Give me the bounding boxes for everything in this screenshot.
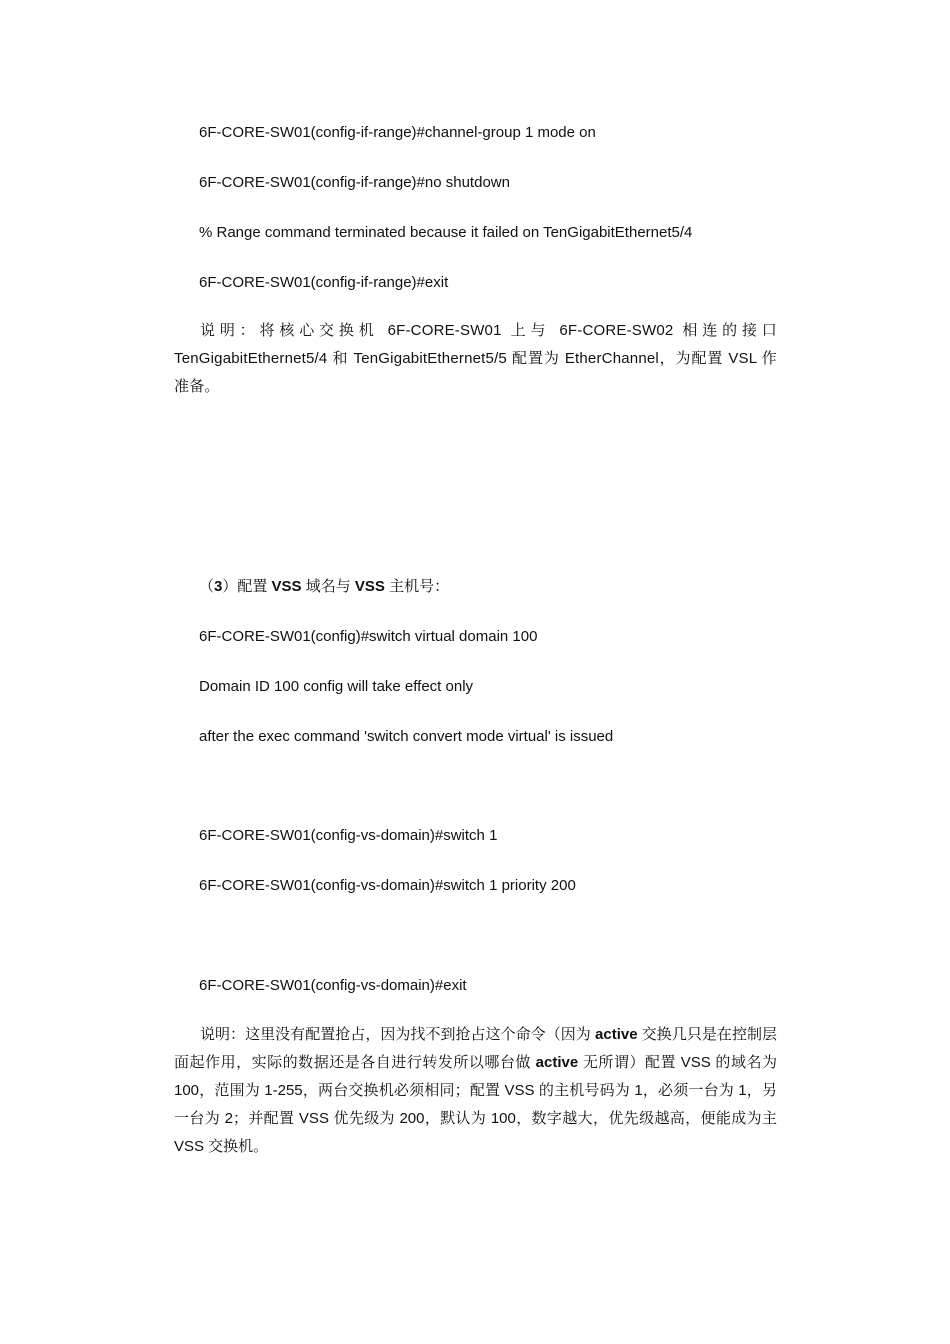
explanation-text-3: 无所谓）配置 VSS 的域名为 100，范围为 1-255，两台交换机必须相同；配置 VSS 的主机号码为 1，必须一台为 1，另一台为 2；并配置 VSS 优先级为 200，默认为 100，数字越大，优先级越高，便能成为主 VSS 交换机。 (174, 1054, 777, 1155)
explanation-paragraph-vss (174, 1021, 777, 1161)
cli-line-after-exec-message: after the exec command 'switch convert mode virtual' is issued (199, 728, 614, 745)
heading-suffix: 主机号： (384, 578, 450, 595)
explanation-bold-active-2: active (535, 1054, 579, 1071)
explanation-text-2: 交换几只是在控制层面起作用，实际的数据还是各自进行转发所以哪台做 (174, 1026, 778, 1071)
section-heading-vss-domain (199, 577, 449, 597)
cli-line-no-shutdown: 6F-CORE-SW01(config-if-range)#no shutdown (199, 174, 510, 191)
cli-line-channel-group: 6F-CORE-SW01(config-if-range)#channel-group 1 mode on (199, 124, 596, 141)
cli-line-range-error: % Range command terminated because it failed on TenGigabitEthernet5/4 (199, 224, 693, 241)
explanation-paragraph-etherchannel: 说明：将核心交换机 6F-CORE-SW01 上与 6F-CORE-SW02 相连的接口 TenGigabitEthernet5/4 和 TenGigabitEthernet5/5 配置为 EtherChannel，为配置 VSL 作准备。 (174, 322, 777, 395)
cli-line-exit-if-range: 6F-CORE-SW01(config-if-range)#exit (199, 274, 449, 291)
heading-prefix: （ (199, 578, 215, 595)
cli-line-exit-vs-domain: 6F-CORE-SW01(config-vs-domain)#exit (199, 977, 467, 994)
cli-line-switch-virtual-domain: 6F-CORE-SW01(config)#switch virtual domain 100 (199, 628, 538, 645)
heading-vss-1: VSS (271, 578, 302, 595)
heading-text-1: ）配置 (222, 578, 272, 595)
cli-line-switch-1: 6F-CORE-SW01(config-vs-domain)#switch 1 (199, 827, 498, 844)
heading-text-2: 域名与 (301, 578, 355, 595)
heading-vss-2: VSS (354, 578, 385, 595)
cli-line-domain-id-message: Domain ID 100 config will take effect only (199, 678, 474, 695)
heading-number: 3 (214, 578, 223, 595)
cli-line-switch-priority: 6F-CORE-SW01(config-vs-domain)#switch 1 priority 200 (199, 877, 576, 894)
explanation-text-1: 说明：这里没有配置抢占，因为找不到抢占这个命令（因为 (200, 1026, 596, 1043)
explanation-bold-active-1: active (595, 1026, 638, 1043)
